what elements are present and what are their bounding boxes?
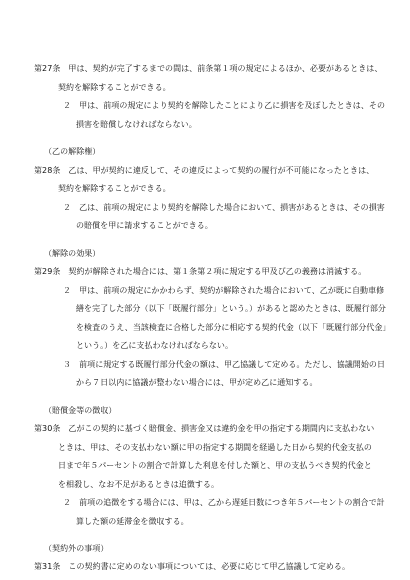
article-28-para-2-line-1: ２ 乙は、前項の規定により契約を解除した場合において、損害があるときは、その損害 xyxy=(63,203,385,212)
article-27-line-2: 契約を解除することができる。 xyxy=(58,83,171,92)
article-30-line-3: 日まで年５パーセントの割合で計算した利息を付した額と、甲の支払うべき契約代金と xyxy=(58,461,372,470)
heading-contractor-termination: （乙の解除権） xyxy=(44,147,101,156)
article-31-line-1: 第31条 この契約書に定めのない事項については、必要に応じて甲乙協議して定める。 xyxy=(34,562,351,571)
heading-termination-effect: （解除の効果） xyxy=(44,249,101,258)
article-29-para-2-line-1: ２ 甲は、前項の規定にかかわらず、契約が解除された場合において、乙が既に自動車修 xyxy=(63,286,385,295)
article-27-para-2-line-1: ２ 甲は、前項の規定により契約を解除したことにより乙に損害を及ぼしたときは、その xyxy=(63,101,385,110)
article-29-para-3-line-2: から７日以内に協議が整わない場合には、甲が定め乙に通知する。 xyxy=(76,378,318,387)
article-28-line-2: 契約を解除することができる。 xyxy=(58,184,171,193)
article-28-line-1: 第28条 乙は、甲が契約に違反して、その違反によって契約の履行が不可能になったときは、 xyxy=(34,166,375,175)
article-30-line-4: を相殺し、なお不足があるときは追徴する。 xyxy=(58,480,219,489)
article-29-para-2-line-2: 繕を完了した部分（以下「既履行部分」という。）があると認めたときは、既履行部分 xyxy=(76,304,386,313)
article-27-line-1: 第27条 甲は、契約が完了するまでの間は、前条第１項の規定によるほか、必要があるときは、 xyxy=(34,64,383,73)
article-27-para-2-line-2: 損害を賠償しなければならない。 xyxy=(76,120,197,129)
heading-compensation-collection: （賠償金等の徴収） xyxy=(44,406,117,415)
article-29-para-3-line-1: ３ 前項に規定する既履行部分代金の額は、甲乙協議して定める。ただし、協議開始の日 xyxy=(63,360,385,369)
article-29-para-2-line-3: を検査のうえ、当該検査に合格した部分に相応する契約代金（以下「既履行部分代金」 xyxy=(76,323,391,332)
article-29-para-2-line-4: という。）を乙に支払わなければならない。 xyxy=(76,341,233,350)
article-30-para-2-line-1: ２ 前項の追徴をする場合には、甲は、乙から遅延日数につき年５パーセントの割合で計 xyxy=(63,498,385,507)
heading-matters-outside-contract: （契約外の事項） xyxy=(44,544,109,553)
article-30-line-1: 第30条 乙がこの契約に基づく賠償金、損害金又は違約金を甲の指定する期間内に支払わない xyxy=(34,424,375,433)
article-30-para-2-line-2: 算した額の延滞金を徴収する。 xyxy=(76,517,189,526)
article-30-line-2: ときは、甲は、その支払わない額に甲の指定する期間を経過した日から契約代金支払の xyxy=(58,443,372,452)
article-28-para-2-line-2: の賠償を甲に請求することができる。 xyxy=(76,221,213,230)
article-29-line-1: 第29条 契約が解除された場合には、第１条第２項に規定する甲及び乙の義務は消滅する。 xyxy=(34,267,367,276)
